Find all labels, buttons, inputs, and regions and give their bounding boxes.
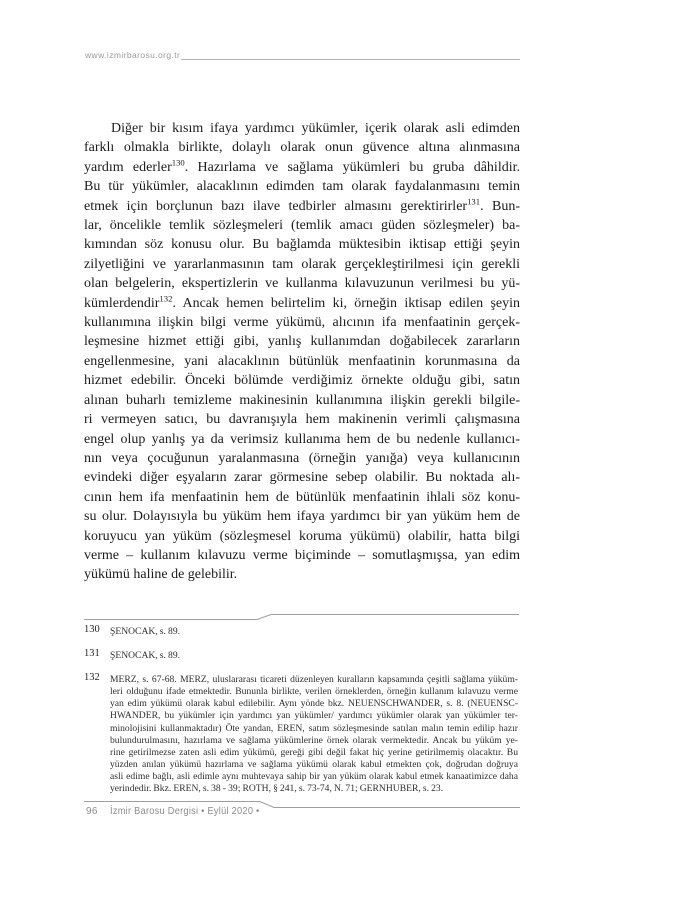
footnote-line: yerindedir. Bkz. EREN, s. 38 - 39; ROTH, § 241, s. 73-74, N. 71; GERNHUBER, s. 23.	[110, 783, 444, 795]
body-line: kımından söz konusu olur. Bu bağlamda müktesibin iktisap ettiği şeyin	[84, 237, 520, 253]
footnote	[84, 626, 518, 638]
body-line: engellenmesine, yani alacaklının bütünlük menfaatinin korunmasına da	[84, 353, 520, 369]
footnote-line: MERZ, s. 67-68. MERZ, uluslararası ticareti düzenleyen kuralların kapsamında çeşitli sağlama yüküm-	[110, 673, 518, 685]
body-line: cının hem ifa menfaatinin hem de bütünlük menfaatinin ihlali söz konu-	[84, 489, 520, 505]
footnote-ref: 130	[171, 157, 185, 168]
body-line: alınan buharlı temizleme makinesinin kullanımına ilişkin gerekli bilgile-	[84, 392, 520, 408]
footnote-line: bulundurulmasını, hazırlama ve sağlama yükümlerine örnek olarak vermektedir. Ancak bu yüküm ye-	[110, 734, 518, 746]
footnote	[84, 671, 518, 796]
body-line: yardım ederler$^{130}$. Hazırlama ve sağlama yükümleri bu gruba dâhildir.	[84, 157, 520, 175]
body-line: verme – kullanım kılavuzu verme biçiminde – somutlaşmışsa, yan edim	[84, 547, 520, 563]
body-line: su olur. Dolayısıyla bu yüküm hem ifaya yardımcı bir yan yüküm hem de	[84, 509, 520, 525]
footnote-ref: 131	[467, 195, 481, 206]
footnote-line: asli edime bağlı, asli edimle aynı muhtevaya sahip bir yan yüküm olarak kabul etmek kanaatimizce daha	[110, 771, 518, 783]
footnote-line: minolojisini kullanmaktadır) Öte yandan, EREN, satım sözleşmesinde satılan malın temin edilip hazır	[110, 722, 518, 734]
footnote-line: ŞENOCAK, s. 89.	[110, 626, 181, 637]
footer-page-number: 96	[86, 806, 98, 817]
footnote-text	[110, 626, 518, 638]
body-line: kullanımına ilişkin bilgi verme yükümü, alıcının ifa menfaatinin gerçek-	[84, 315, 520, 331]
footnote-line: ŞENOCAK, s. 89.	[110, 649, 181, 661]
footnote-text	[110, 674, 518, 796]
body-line: hizmet edebilir. Önceki bölümde verdiğimiz örnekte olduğu gibi, satın	[84, 373, 520, 389]
body-line: koruyucu yan yüküm (sözleşmesel koruma yükümü) olabilir, hatta bilgi	[84, 528, 520, 544]
body-line: nın veya çocuğunun yaralanmasına (örneğin yanığa) veya kullanıcının	[84, 450, 520, 466]
footnote-line: rine getirilmezse zaten asli edim yükümü, gereği gibi değil fakat hiç yerine getirilmemiş olacaktır. Bu	[110, 746, 518, 758]
footnote-line: yüzden anılan yükümü hazırlama ve sağlama yükümü olarak kabul etmekten çok, doğrudan doğruya	[110, 759, 518, 770]
footnote-line: leri olduğunu ifade etmektedir. Bununla birlikte, verilen örneklerden, örneğin kullanım kılavuzu verme	[110, 686, 518, 698]
header-url: www.izmirbarosu.org.tr	[85, 50, 181, 60]
footnotes-block	[84, 626, 518, 795]
footnote	[84, 647, 518, 662]
body-text	[84, 119, 520, 585]
body-line: lar, öncelikle temlik sözleşmeleri (temlik amacı güden sözleşmeler) ba-	[84, 218, 520, 234]
body-line: farklı olmakla birlikte, dolaylı olarak onun güvence altına alınmasına	[84, 140, 520, 156]
body-line: engel olup yanlış ya da verimsiz kullanıma hem de bu nedenle kullanıcı-	[84, 431, 520, 447]
footnote-separator-rule	[84, 610, 520, 622]
footnote-line: HWANDER, bu yükümler için yardımcı yan yükümler/ yardımcı yükümler olarak yan yükümler ter-	[110, 710, 518, 722]
body-line: yükümü haline de gelebilir.	[84, 567, 238, 583]
body-line: zilyetliğini ve yararlanmasının tam olarak gerçekleştirilmesi için gerekli	[84, 256, 520, 272]
body-line: ri vermeyen satıcı, bu davranışıyla hem makinenin verimli çalışmasına	[84, 412, 520, 428]
footnote-ref: 132	[159, 293, 173, 303]
body-line: Diğer bir kısım ifaya yardımcı yükümler, içerik olarak asli edimden	[111, 121, 520, 136]
body-line: leşmesine hizmet ettiği gibi, yanlış kullanımdan doğabilecek zararların	[84, 334, 520, 350]
footnote-text	[110, 650, 518, 662]
body-line: kümlerdendir$^{132}$. Ancak hemen belirtelim ki, örneğin iktisap edilen şeyin	[84, 293, 520, 311]
footnote-number: 130	[84, 624, 100, 635]
header-rule	[181, 59, 520, 60]
footer-journal-title: İzmir Barosu Dergisi • Eylül 2020 •	[110, 806, 260, 817]
footnote-line: yan edim yükümü olarak kabul edilebilir. Aynı yönde bkz. NEUENSCHWANDER, s. 8. (NEUENSC-	[110, 698, 518, 710]
body-line: olan belgelerin, ekspertizlerin ve kullanma kılavuzunun verilmesi bu yü-	[84, 276, 520, 292]
body-line: evindeki diğer eşyaların zarar görmesine sebep olabilir. Bu noktada alı-	[84, 470, 520, 486]
footnote-number: 132	[84, 671, 100, 683]
footnote-number: 131	[84, 647, 100, 659]
body-line: Bu tür yükümler, alacaklının edimden tam olarak faydalanmasını temin	[84, 179, 520, 195]
body-line: etmek için borçlunun bazı ilave tedbirler almasını gerektirirler$^{131}$. Bun-	[84, 195, 521, 214]
